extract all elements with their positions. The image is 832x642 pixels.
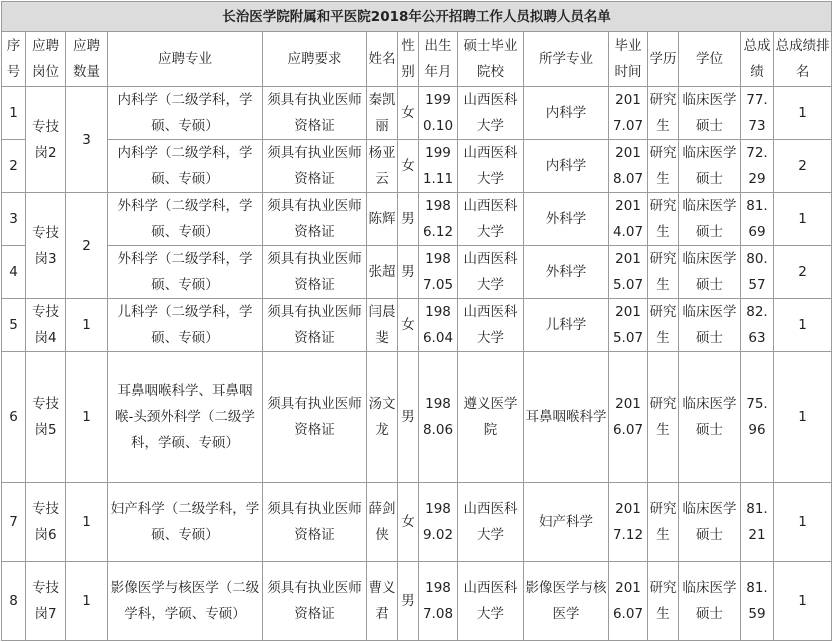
- name-cell: 闫晨斐: [367, 299, 398, 352]
- gender-cell: 男: [398, 193, 419, 246]
- gender-cell: 女: [398, 140, 419, 193]
- rank-cell: 1: [774, 483, 832, 562]
- graduation-cell: 2017.07: [609, 87, 648, 140]
- requirement-cell: 须具有执业医师资格证: [263, 483, 367, 562]
- row-number: 5: [2, 299, 26, 352]
- degree-cell: 临床医学硕士: [679, 87, 741, 140]
- field-cell: 内科学: [524, 140, 609, 193]
- header-cell: 总成绩: [741, 32, 774, 87]
- birth-cell: 1988.06: [419, 352, 458, 483]
- school-cell: 山西医科大学: [458, 140, 524, 193]
- header-cell: 毕业时间: [609, 32, 648, 87]
- post-cell: 专技岗2: [26, 87, 66, 193]
- requirement-cell: 须具有执业医师资格证: [263, 140, 367, 193]
- header-cell: 出生年月: [419, 32, 458, 87]
- table-row: [2, 140, 832, 193]
- quantity-cell: 1: [66, 299, 108, 352]
- school-cell: 遵义医学院: [458, 352, 524, 483]
- header-cell: 应聘数量: [66, 32, 108, 87]
- field-cell: 外科学: [524, 193, 609, 246]
- post-cell: 专技岗7: [26, 562, 66, 641]
- table-row: [2, 246, 832, 299]
- graduation-cell: 2017.12: [609, 483, 648, 562]
- birth-cell: 1989.02: [419, 483, 458, 562]
- rank-cell: 1: [774, 352, 832, 483]
- row-number: 8: [2, 562, 26, 641]
- birth-cell: 1990.10: [419, 87, 458, 140]
- education-cell: 研究生: [648, 562, 679, 641]
- row-number: 7: [2, 483, 26, 562]
- header-cell: 应聘岗位: [26, 32, 66, 87]
- birth-cell: 1986.04: [419, 299, 458, 352]
- gender-cell: 男: [398, 562, 419, 641]
- rank-cell: 1: [774, 193, 832, 246]
- name-cell: 陈辉: [367, 193, 398, 246]
- requirement-cell: 须具有执业医师资格证: [263, 352, 367, 483]
- table-row: [2, 193, 832, 246]
- row-number: 6: [2, 352, 26, 483]
- rank-cell: 1: [774, 562, 832, 641]
- requirement-cell: 须具有执业医师资格证: [263, 299, 367, 352]
- graduation-cell: 2015.07: [609, 299, 648, 352]
- quantity-cell: 1: [66, 483, 108, 562]
- header-cell: 应聘专业: [108, 32, 263, 87]
- quantity-cell: 2: [66, 193, 108, 299]
- score-cell: 72.29: [741, 140, 774, 193]
- header-cell: 硕士毕业院校: [458, 32, 524, 87]
- school-cell: 山西医科大学: [458, 483, 524, 562]
- header-cell: 所学专业: [524, 32, 609, 87]
- gender-cell: 女: [398, 483, 419, 562]
- degree-cell: 临床医学硕士: [679, 140, 741, 193]
- name-cell: 薛剑侠: [367, 483, 398, 562]
- degree-cell: 临床医学硕士: [679, 299, 741, 352]
- major-cell: 外科学（二级学科，学硕、专硕）: [108, 193, 263, 246]
- degree-cell: 临床医学硕士: [679, 352, 741, 483]
- major-cell: 儿科学（二级学科，学硕、专硕）: [108, 299, 263, 352]
- header-cell: 应聘要求: [263, 32, 367, 87]
- field-cell: 外科学: [524, 246, 609, 299]
- major-cell: 内科学（二级学科，学硕、专硕）: [108, 140, 263, 193]
- degree-cell: 临床医学硕士: [679, 483, 741, 562]
- field-cell: 内科学: [524, 87, 609, 140]
- quantity-cell: 1: [66, 562, 108, 641]
- rank-cell: 2: [774, 140, 832, 193]
- birth-cell: 1987.05: [419, 246, 458, 299]
- score-cell: 81.69: [741, 193, 774, 246]
- school-cell: 山西医科大学: [458, 562, 524, 641]
- education-cell: 研究生: [648, 140, 679, 193]
- field-cell: 耳鼻咽喉科学: [524, 352, 609, 483]
- requirement-cell: 须具有执业医师资格证: [263, 246, 367, 299]
- school-cell: 山西医科大学: [458, 246, 524, 299]
- quantity-cell: 1: [66, 352, 108, 483]
- table-row: [2, 483, 832, 562]
- gender-cell: 男: [398, 352, 419, 483]
- field-cell: 儿科学: [524, 299, 609, 352]
- score-cell: 81.59: [741, 562, 774, 641]
- post-cell: 专技岗6: [26, 483, 66, 562]
- rank-cell: 1: [774, 299, 832, 352]
- graduation-cell: 2015.07: [609, 246, 648, 299]
- major-cell: 外科学（二级学科，学硕、专硕）: [108, 246, 263, 299]
- degree-cell: 临床医学硕士: [679, 246, 741, 299]
- score-cell: 75.96: [741, 352, 774, 483]
- header-cell: 学历: [648, 32, 679, 87]
- row-number: 1: [2, 87, 26, 140]
- header-row: [2, 32, 832, 87]
- row-number: 3: [2, 193, 26, 246]
- major-cell: 耳鼻咽喉科学、耳鼻咽喉-头颈外科学（二级学科，学硕、专硕）: [108, 352, 263, 483]
- major-cell: 影像医学与核医学（二级学科，学硕、专硕）: [108, 562, 263, 641]
- row-number: 4: [2, 246, 26, 299]
- score-cell: 81.21: [741, 483, 774, 562]
- graduation-cell: 2014.07: [609, 193, 648, 246]
- major-cell: 内科学（二级学科，学硕、专硕）: [108, 87, 263, 140]
- degree-cell: 临床医学硕士: [679, 562, 741, 641]
- school-cell: 山西医科大学: [458, 193, 524, 246]
- education-cell: 研究生: [648, 483, 679, 562]
- birth-cell: 1991.11: [419, 140, 458, 193]
- header-cell: 总成绩排名: [774, 32, 832, 87]
- education-cell: 研究生: [648, 87, 679, 140]
- gender-cell: 男: [398, 246, 419, 299]
- header-cell: 学位: [679, 32, 741, 87]
- graduation-cell: 2016.07: [609, 352, 648, 483]
- post-cell: 专技岗4: [26, 299, 66, 352]
- requirement-cell: 须具有执业医师资格证: [263, 87, 367, 140]
- education-cell: 研究生: [648, 352, 679, 483]
- score-cell: 82.63: [741, 299, 774, 352]
- name-cell: 汤文龙: [367, 352, 398, 483]
- rank-cell: 2: [774, 246, 832, 299]
- graduation-cell: 2018.07: [609, 140, 648, 193]
- school-cell: 山西医科大学: [458, 299, 524, 352]
- score-cell: 77.73: [741, 87, 774, 140]
- education-cell: 研究生: [648, 193, 679, 246]
- table-row: [2, 562, 832, 641]
- gender-cell: 女: [398, 299, 419, 352]
- row-number: 2: [2, 140, 26, 193]
- birth-cell: 1986.12: [419, 193, 458, 246]
- gender-cell: 女: [398, 87, 419, 140]
- table-row: [2, 352, 832, 483]
- rank-cell: 1: [774, 87, 832, 140]
- education-cell: 研究生: [648, 299, 679, 352]
- name-cell: 张超: [367, 246, 398, 299]
- post-cell: 专技岗5: [26, 352, 66, 483]
- degree-cell: 临床医学硕士: [679, 193, 741, 246]
- name-cell: 曹义君: [367, 562, 398, 641]
- major-cell: 妇产科学（二级学科，学硕、专硕）: [108, 483, 263, 562]
- post-cell: 专技岗3: [26, 193, 66, 299]
- header-cell: 性别: [398, 32, 419, 87]
- hire-list-table: [1, 1, 832, 641]
- table-title: 长治医学院附属和平医院2018年公开招聘工作人员拟聘人员名单: [2, 2, 832, 32]
- graduation-cell: 2016.07: [609, 562, 648, 641]
- score-cell: 80.57: [741, 246, 774, 299]
- field-cell: 妇产科学: [524, 483, 609, 562]
- requirement-cell: 须具有执业医师资格证: [263, 562, 367, 641]
- birth-cell: 1987.08: [419, 562, 458, 641]
- name-cell: 秦凯丽: [367, 87, 398, 140]
- education-cell: 研究生: [648, 246, 679, 299]
- table-row: [2, 87, 832, 140]
- header-cell: 姓名: [367, 32, 398, 87]
- field-cell: 影像医学与核医学: [524, 562, 609, 641]
- header-cell: 序号: [2, 32, 26, 87]
- requirement-cell: 须具有执业医师资格证: [263, 193, 367, 246]
- school-cell: 山西医科大学: [458, 87, 524, 140]
- name-cell: 杨亚云: [367, 140, 398, 193]
- quantity-cell: 3: [66, 87, 108, 193]
- table-row: [2, 299, 832, 352]
